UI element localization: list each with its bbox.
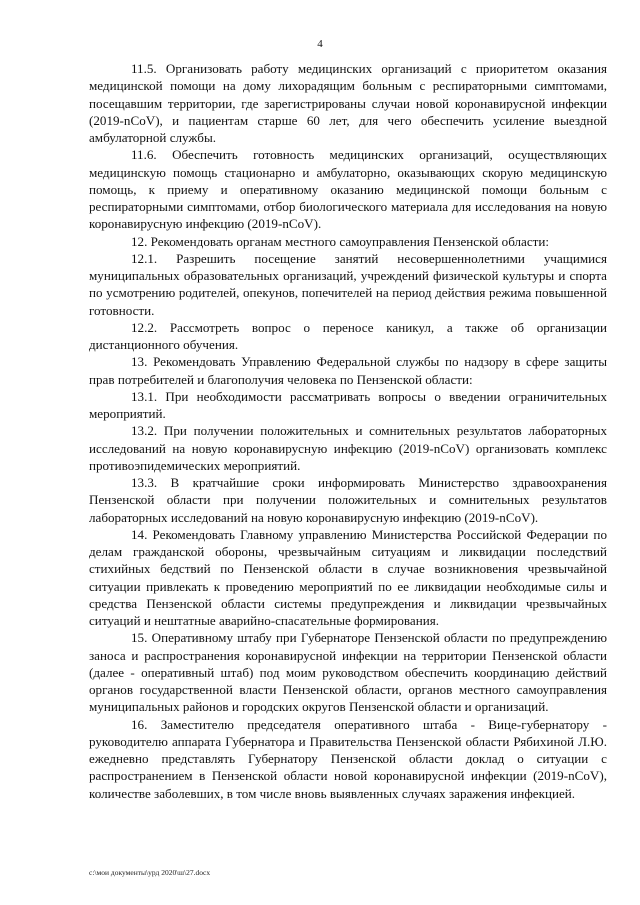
paragraph-13-3: 13.3. В кратчайшие сроки информировать Министерство здравоохранения Пензенской области при получении положительных и сомнительных результатов лабораторных исследований на новую коронавирусную инфекцию (2019-nCoV).: [89, 475, 607, 525]
paragraph-13-2: 13.2. При получении положительных и сомнительных результатов лабораторных исследований на новую коронавирусную инфекцию (2019-nCoV) организовать комплекс противоэпидемических мероприятий.: [89, 423, 607, 473]
paragraph-11-6: 11.6. Обеспечить готовность медицинских организаций, осуществляющих медицинскую помощь стационарно и амбулаторно, оказывающих скорую медицинскую помощь, к приему и оперативному оказанию медицинской помощи больным с респираторными симптомами, отбор биологического материала для исследования на новую коронавирусную инфекцию (2019-nCoV).: [89, 147, 607, 232]
paragraph-12-1: 12.1. Разрешить посещение занятий несовершеннолетними учащимися муниципальных образовательных организаций, учреждений физической культуры и спорта по усмотрению родителей, опекунов, попечителей на период действия режима повышенной готовности.: [89, 250, 607, 318]
paragraph-12-2: 12.2. Рассмотреть вопрос о переносе каникул, а также об организации дистанционного обучения.: [89, 319, 607, 352]
file-path-footer: c:\мои документы\урд 2020\ш\27.docx: [89, 868, 211, 877]
paragraph-13: 13. Рекомендовать Управлению Федеральной службы по надзору в сфере защиты прав потребителей и благополучия человека по Пензенской области:: [89, 354, 607, 387]
paragraph-11-5: 11.5. Организовать работу медицинских организаций с приоритетом оказания медицинской помощи на дому лихорадящим больным с респираторными симптомами, посещавшим территории, где зарегистрированы случаи новой коронавирусной инфекции (2019-nCoV), и пациентам старше 60 лет, для чего обеспечить усиление выездной амбулаторной службы.: [89, 61, 607, 145]
page-number: 4: [317, 38, 323, 50]
paragraph-15: 15. Оперативному штабу при Губернаторе Пензенской области по предупреждению заноса и распространения коронавирусной инфекции на территории Пензенской области (далее - оперативный штаб) под моим руководством обеспечить координацию действий органов государственной власти Пензенской области, органов местного самоуправления муниципальных районов и городских округов Пензенской области и организаций.: [89, 630, 607, 715]
paragraph-14: 14. Рекомендовать Главному управлению Министерства Российской Федерации по делам гражданской обороны, чрезвычайным ситуациям и ликвидации последствий стихийных бедствий по Пензенской области в случае возникновения чрезвычайной ситуации привлекать к проведению мероприятий по ее ликвидации необходимые силы и средства Пензенской области системы предупреждения и ликвидации чрезвычайных ситуаций и нештатные аварийно-спасательные формирования.: [89, 526, 607, 628]
paragraph-16: 16. Заместителю председателя оперативного штаба - Вице-губернатору - руководителю аппарата Губернатора и Правительства Пензенской области Рябихиной Л.Ю. ежедневно представлять Губернатору Пензенской области доклад о ситуации с распространением в Пензенской области новой коронавирусной инфекции (2019-nCoV), количестве заболевших, в том числе вновь выявленных случаях заражения инфекцией.: [89, 716, 607, 801]
paragraph-13-1: 13.1. При необходимости рассматривать вопросы о введении ограничительных мероприятий.: [89, 388, 607, 421]
document-body: [89, 60, 607, 802]
paragraph-12: 12. Рекомендовать органам местного самоуправления Пензенской области:: [131, 233, 550, 249]
